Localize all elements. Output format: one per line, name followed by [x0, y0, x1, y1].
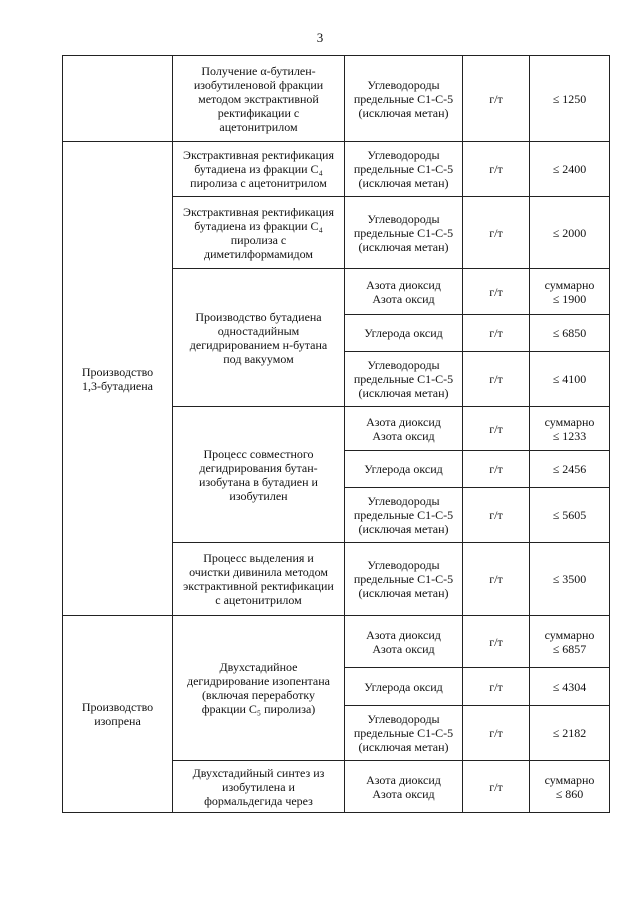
process-cell: Двухстадийное дегидрирование изопентана (включая переработку фракции С₅ пиролиза) [173, 616, 345, 761]
substance-cell: Азота диоксид Азота оксид [345, 269, 463, 315]
value-cell: ≤ 5605 [530, 488, 610, 543]
process-cell: Производство бутадиена одностадийным дегидрированием н-бутана под вакуумом [173, 269, 345, 407]
substance-cell: Азота диоксид Азота оксид [345, 761, 463, 813]
unit-cell: г/т [463, 352, 530, 407]
unit-cell: г/т [463, 407, 530, 451]
substance-cell: Углеводороды предельные С1-С-5 (исключая метан) [345, 142, 463, 197]
unit-cell: г/т [463, 616, 530, 668]
emission-table [62, 55, 610, 813]
unit-cell: г/т [463, 269, 530, 315]
substance-cell: Углеводороды предельные С1-С-5 (исключая метан) [345, 352, 463, 407]
process-cell: Двухстадийный синтез из изобутилена и формальдегида через [173, 761, 345, 813]
table-row [63, 616, 610, 668]
substance-cell: Углеводороды предельные С1-С-5 (исключая метан) [345, 706, 463, 761]
substance-cell: Углеводороды предельные С1-С-5 (исключая метан) [345, 197, 463, 269]
group-cell: Производство изопрена [63, 616, 173, 813]
substance-cell: Углерода оксид [345, 315, 463, 352]
unit-cell: г/т [463, 706, 530, 761]
value-cell: ≤ 4100 [530, 352, 610, 407]
table-row [63, 56, 610, 142]
substance-cell: Углерода оксид [345, 668, 463, 706]
unit-cell: г/т [463, 56, 530, 142]
process-cell: Процесс выделения и очистки дивинила методом экстрактивной ректификации с ацетонитрилом [173, 543, 345, 616]
value-cell: ≤ 2000 [530, 197, 610, 269]
value-cell: ≤ 1250 [530, 56, 610, 142]
unit-cell: г/т [463, 315, 530, 352]
value-cell: ≤ 6850 [530, 315, 610, 352]
substance-cell: Углеводороды предельные С1-С-5 (исключая метан) [345, 543, 463, 616]
substance-cell: Углеводороды предельные С1-С-5 (исключая метан) [345, 488, 463, 543]
process-cell: Экстрактивная ректификация бутадиена из фракции С₄ пиролиза с ацетонитрилом [173, 142, 345, 197]
unit-cell: г/т [463, 488, 530, 543]
substance-cell: Азота диоксид Азота оксид [345, 616, 463, 668]
value-cell: ≤ 4304 [530, 668, 610, 706]
value-cell: суммарно ≤ 1900 [530, 269, 610, 315]
value-cell: ≤ 2400 [530, 142, 610, 197]
page-number: 3 [316, 30, 324, 45]
process-cell: Получение α-бутилен- изобутиленовой фракции методом экстрактивной ректификации с ацетонитрилом [173, 56, 345, 142]
value-cell: суммарно ≤ 1233 [530, 407, 610, 451]
unit-cell: г/т [463, 761, 530, 813]
group-cell: Производство 1,3-бутадиена [63, 142, 173, 616]
table-row [63, 142, 610, 197]
group-cell [63, 56, 173, 142]
unit-cell: г/т [463, 451, 530, 488]
process-cell: Экстрактивная ректификация бутадиена из фракции С₄ пиролиза с диметилформамидом [173, 197, 345, 269]
value-cell: ≤ 2182 [530, 706, 610, 761]
substance-cell: Азота диоксид Азота оксид [345, 407, 463, 451]
unit-cell: г/т [463, 668, 530, 706]
substance-cell: Углеводороды предельные С1-С-5 (исключая метан) [345, 56, 463, 142]
value-cell: ≤ 2456 [530, 451, 610, 488]
unit-cell: г/т [463, 142, 530, 197]
value-cell: суммарно ≤ 6857 [530, 616, 610, 668]
value-cell: ≤ 3500 [530, 543, 610, 616]
unit-cell: г/т [463, 197, 530, 269]
value-cell: суммарно ≤ 860 [530, 761, 610, 813]
unit-cell: г/т [463, 543, 530, 616]
process-cell: Процесс совместного дегидрирования бутан- изобутана в бутадиен и изобутилен [173, 407, 345, 543]
substance-cell: Углерода оксид [345, 451, 463, 488]
